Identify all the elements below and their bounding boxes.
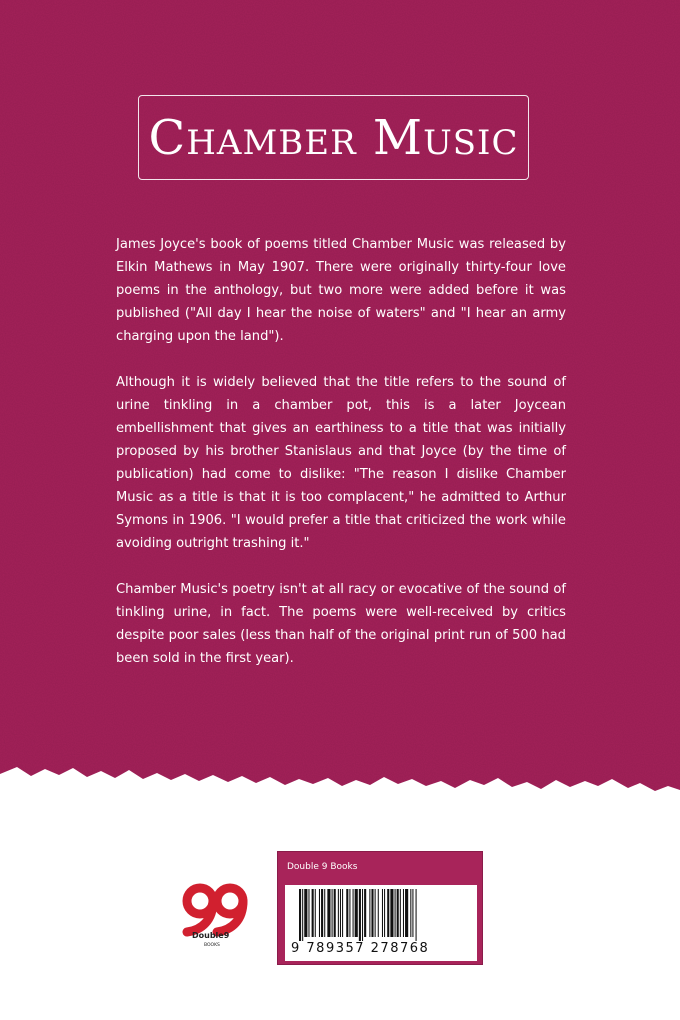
barcode-bar — [302, 889, 303, 941]
barcode-bar — [369, 889, 370, 937]
barcode-bar — [353, 889, 354, 937]
barcode-bar — [312, 889, 314, 937]
blurb-paragraph-3: Chamber Music's poetry isn't at all racy or evocative of the sound of tinkling urine, in fact. The poems were well-received by critics despite poor sales (less than half of the original print run of 500 had been sold in the first year). — [116, 582, 566, 666]
barcode-bar — [334, 889, 336, 937]
barcode-bar — [387, 889, 389, 937]
barcode-bar — [412, 889, 413, 937]
blurb-paragraph-2: Although it is widely believed that the title refers to the sound of urine tinkling in a chamber pot, this is a later Joycean embellishment that gives an earthiness to a title that was initially proposed by his brother Stanislaus and that Joyce (by the time of publication) had come to dislike: "The reason I dislike Chamber Music as a title is that it is too complacent," he admitted to Arthur Symons in 1906. "I would prefer a title that criticized the work while avoiding outright trashing it." — [116, 375, 566, 551]
barcode-bar — [400, 889, 401, 937]
logo-word: Double9 — [192, 931, 230, 940]
barcode-bar — [364, 889, 366, 937]
isbn-number: 9 789357 278768 — [291, 941, 430, 956]
barcode-icon — [285, 885, 477, 961]
barcode-bar — [403, 889, 404, 937]
barcode-bar — [416, 889, 417, 941]
barcode-bars — [285, 885, 477, 941]
barcode-bar — [355, 889, 358, 937]
barcode-bar — [321, 889, 323, 937]
barcode-bar — [362, 889, 363, 941]
barcode-bar — [308, 889, 309, 937]
blurb-paragraph-1: James Joyce's book of poems titled Chamber Music was released by Elkin Mathews in May 1907. There were originally thirty-four love poems in the anthology, but two more were added before it was published ("All day I hear the noise of waters" and "I hear an army charging upon the land"). — [116, 237, 566, 344]
title-frame — [138, 95, 529, 180]
barcode-bar — [342, 889, 343, 937]
barcode-bar — [371, 889, 373, 937]
barcode-bar — [375, 889, 376, 937]
barcode-bar — [304, 889, 307, 937]
barcode-bar — [395, 889, 396, 937]
barcode-bar — [397, 889, 399, 937]
double-nine-logo-icon — [178, 880, 256, 950]
barcode-bar — [346, 889, 348, 937]
barcode-bar — [378, 889, 379, 937]
barcode-bar — [315, 889, 316, 937]
barcode-bar — [338, 889, 339, 937]
barcode-panel — [277, 851, 483, 965]
barcode-bar — [382, 889, 383, 937]
publisher-name: Double 9 Books — [287, 862, 358, 872]
barcode-bar — [332, 889, 333, 937]
book-title: Chamber Music — [148, 109, 519, 166]
barcode-bar — [405, 889, 408, 937]
barcode-bar — [384, 889, 385, 937]
barcode-bar — [349, 889, 350, 937]
barcode-bar — [319, 889, 320, 937]
barcode-bar — [359, 889, 361, 941]
barcode-bar — [340, 889, 341, 937]
barcode-bar — [410, 889, 411, 937]
barcode-bar — [299, 889, 301, 941]
barcode-bar — [390, 889, 393, 937]
barcode-bar — [327, 889, 330, 937]
blurb-text — [116, 233, 566, 670]
barcode-bar — [324, 889, 325, 937]
logo-sub: BOOKS — [204, 943, 220, 948]
